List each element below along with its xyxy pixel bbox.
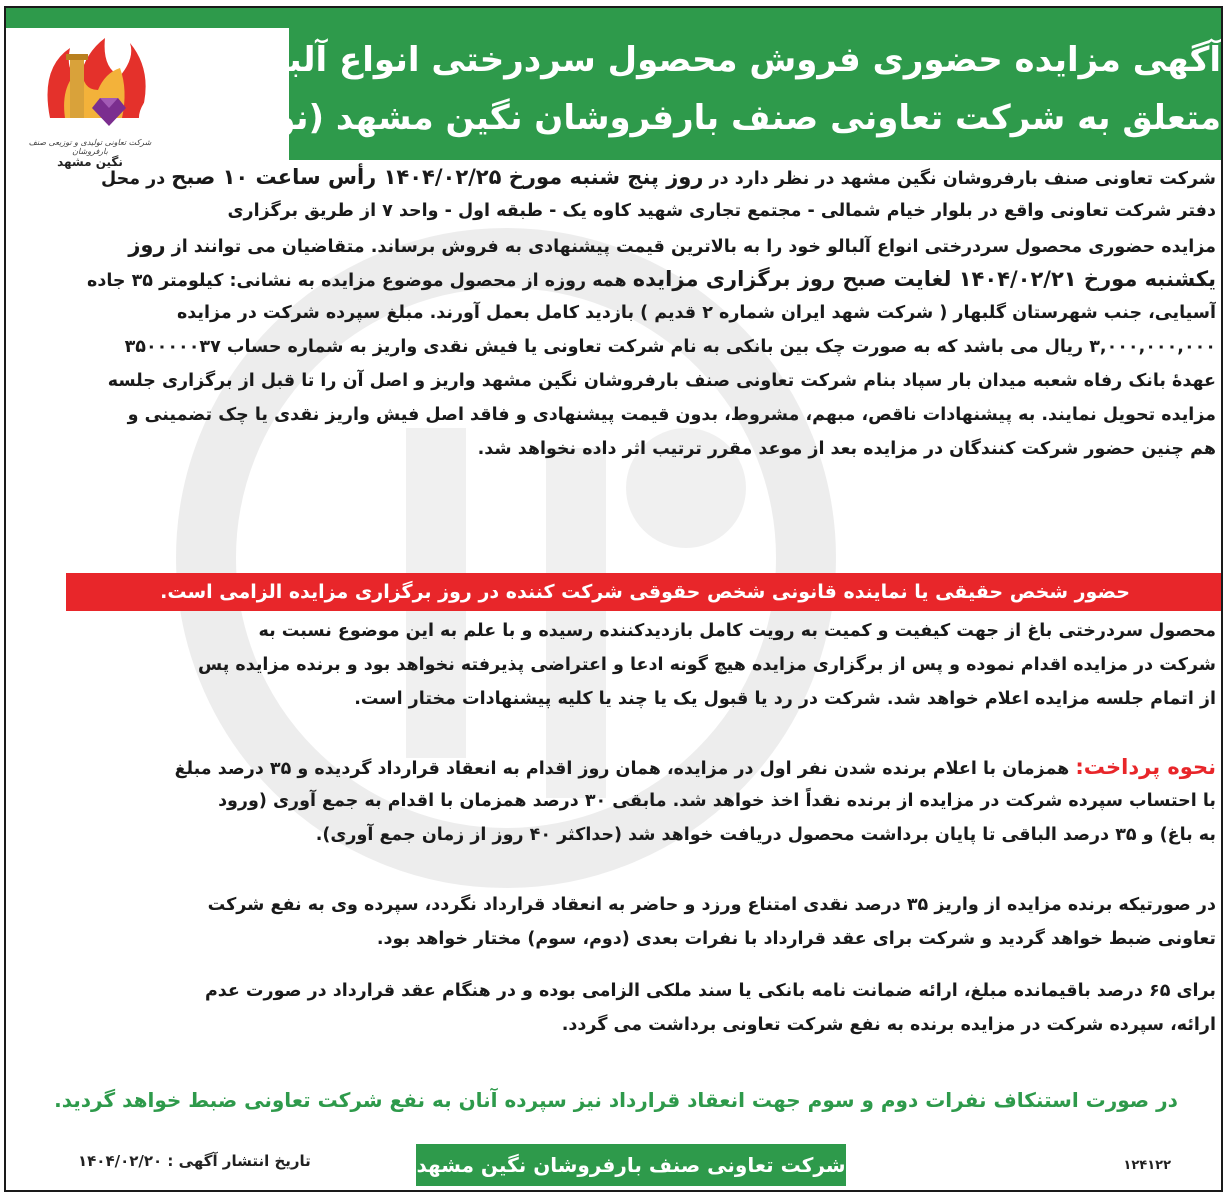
attendance-notice: حضور شخص حقیقی یا نماینده قانونی شخص حقوقی شرکت کننده در روز برگزاری مزایده الزامی است. (66, 573, 1223, 611)
logo-org-text: شرکت تعاونی تولیدی و توزیعی صنف بارفروشان (28, 138, 152, 156)
product-paragraph: محصول سردرختی باغ از جهت کیفیت و کمیت به رویت کامل بازدیدکننده رسیده و با علم به این موضوع نسبت به شرکت در مزایده اقدام نموده و پس از برگزاری مزایده هیچ گونه ادعا و اعتراضی پذیرفته نخواهد بود و برنده مزایده پس از اتمام جلسه مزایده اعلام خواهد شد. شرکت در رد یا قبول یک یا چند یا کلیه پیشنهادات مختار است. (198, 621, 1216, 709)
footer (6, 1140, 1221, 1190)
forfeit-paragraph: در صورتیکه برنده مزایده از واریز ۳۵ درصد نقدی امتناع ورزد و حاضر به انعقاد قرارداد نگردد، سپرده وی به نفع شرکت تعاونی ضبط خواهد گردید و شرکت برای عقد قرارداد با نفرات بعدی (دوم، سوم) مختار خواهد بود. (207, 895, 1216, 949)
footer-company: شرکت تعاونی صنف بارفروشان نگین مشهد (416, 1144, 846, 1186)
payment-label: نحوه پرداخت: (1075, 755, 1216, 779)
top-green-bar (6, 8, 1221, 28)
title-line-1: آگهی مزایده حضوری فروش محصول سردرختی انواع آلبالو (241, 40, 1221, 80)
ad-code: ۱۲۴۱۲۲ (1123, 1158, 1171, 1173)
publish-date: تاریخ انتشار آگهی : ۱۴۰۴/۰۲/۲۰ (78, 1152, 311, 1170)
visit-date-bold: یکشنبه مورخ ۱۴۰۴/۰۲/۲۱ لغایت صبح روز برگزاری مزایده (632, 267, 1216, 291)
green-note: در صورت استنکاف نفرات دوم و سوم جهت انعقاد قرارداد نیز سپرده آنان به نفع شرکت تعاونی ضبط خواهد گردید. (54, 1088, 1178, 1112)
intro-paragraph: شرکت تعاونی صنف بارفروشان نگین مشهد در نظر دارد در روز پنج شنبه مورخ ۱۴۰۴/۰۲/۲۵ رأس ساعت ۱۰ صبح در محل دفتر شرکت تعاونی واقع در بلوار خیام شمالی - مجتمع تجاری شهید کاوه یک - طبقه اول - واحد ۷ از طریق برگزاری مزایده حضوری محصول سردرختی انواع آلبالو خود را به بالاترین قیمت پیشنهادی به فروش برساند. متقاضیان می توانند از روز یکشنبه مورخ ۱۴۰۴/۰۲/۲۱ لغایت صبح روز برگزاری مزایده همه روزه از محصول موضوع مزایده به نشانی: کیلومتر ۳۵ جاده آسیایی، جنب شهرستان گلبهار ( شرکت شهد ایران شماره ۲ قدیم ) بازدید کامل بعمل آورند. مبلغ سپرده شرکت در مزایده ۳,۰۰۰,۰۰۰,۰۰۰ ریال می باشد که به صورت چک بین بانکی به نام شرکت تعاونی یا فیش نقدی واریز به شماره حساب ۳۵۰۰۰۰۰۳۷ عهدهٔ بانک رفاه شعبه میدان بار سپاد بنام شرکت تعاونی صنف بارفروشان نگین مشهد واریز و اصل آن را تا قبل از برگزاری جلسه مزایده تحویل نمایند. به پیشنهادات ناقص، مبهم، مشروط، بدون قیمت پیشنهادی و فاقد اصل فیش واریز نقدی یا چک تضمینی و هم چنین حضور شرکت کنندگان در مزایده بعد از موعد مقرر ترتیب اثر داده نخواهد شد. (87, 165, 1216, 459)
logo-name: نگین مشهد (57, 155, 123, 169)
payment-paragraph: نحوه پرداخت: همزمان با اعلام برنده شدن نفر اول در مزایده، همان روز اقدام به انعقاد قرارداد گردیده و ۳۵ درصد مبلغ با احتساب سپرده شرکت در مزایده از برنده نقداً اخذ خواهد شد. مابقی ۳۰ درصد همزمان با اقدام به جمع آوری (ورود به باغ) و ۳۵ درصد الباقی تا پایان برداشت محصول دریافت خواهد شد (حداکثر ۴۰ روز از زمان جمع آوری). (174, 755, 1216, 845)
title-band (136, 28, 1221, 160)
guarantee-paragraph: برای ۶۵ درصد باقیمانده مبلغ، ارائه ضمانت نامه بانکی یا سند ملکی الزامی بوده و در هنگام عقد قرارداد در صورت عدم ارائه، سپرده شرکت در مزایده برنده به نفع شرکت تعاونی برداشت می گردد. (204, 981, 1216, 1035)
title-line-2: متعلق به شرکت تعاونی صنف بارفروشان نگین مشهد (نوبت اول) (136, 98, 1221, 138)
auction-date-bold: روز پنج شنبه مورخ ۱۴۰۴/۰۲/۲۵ رأس ساعت ۱۰ صبح (171, 165, 704, 189)
advertisement-frame (4, 6, 1223, 1192)
